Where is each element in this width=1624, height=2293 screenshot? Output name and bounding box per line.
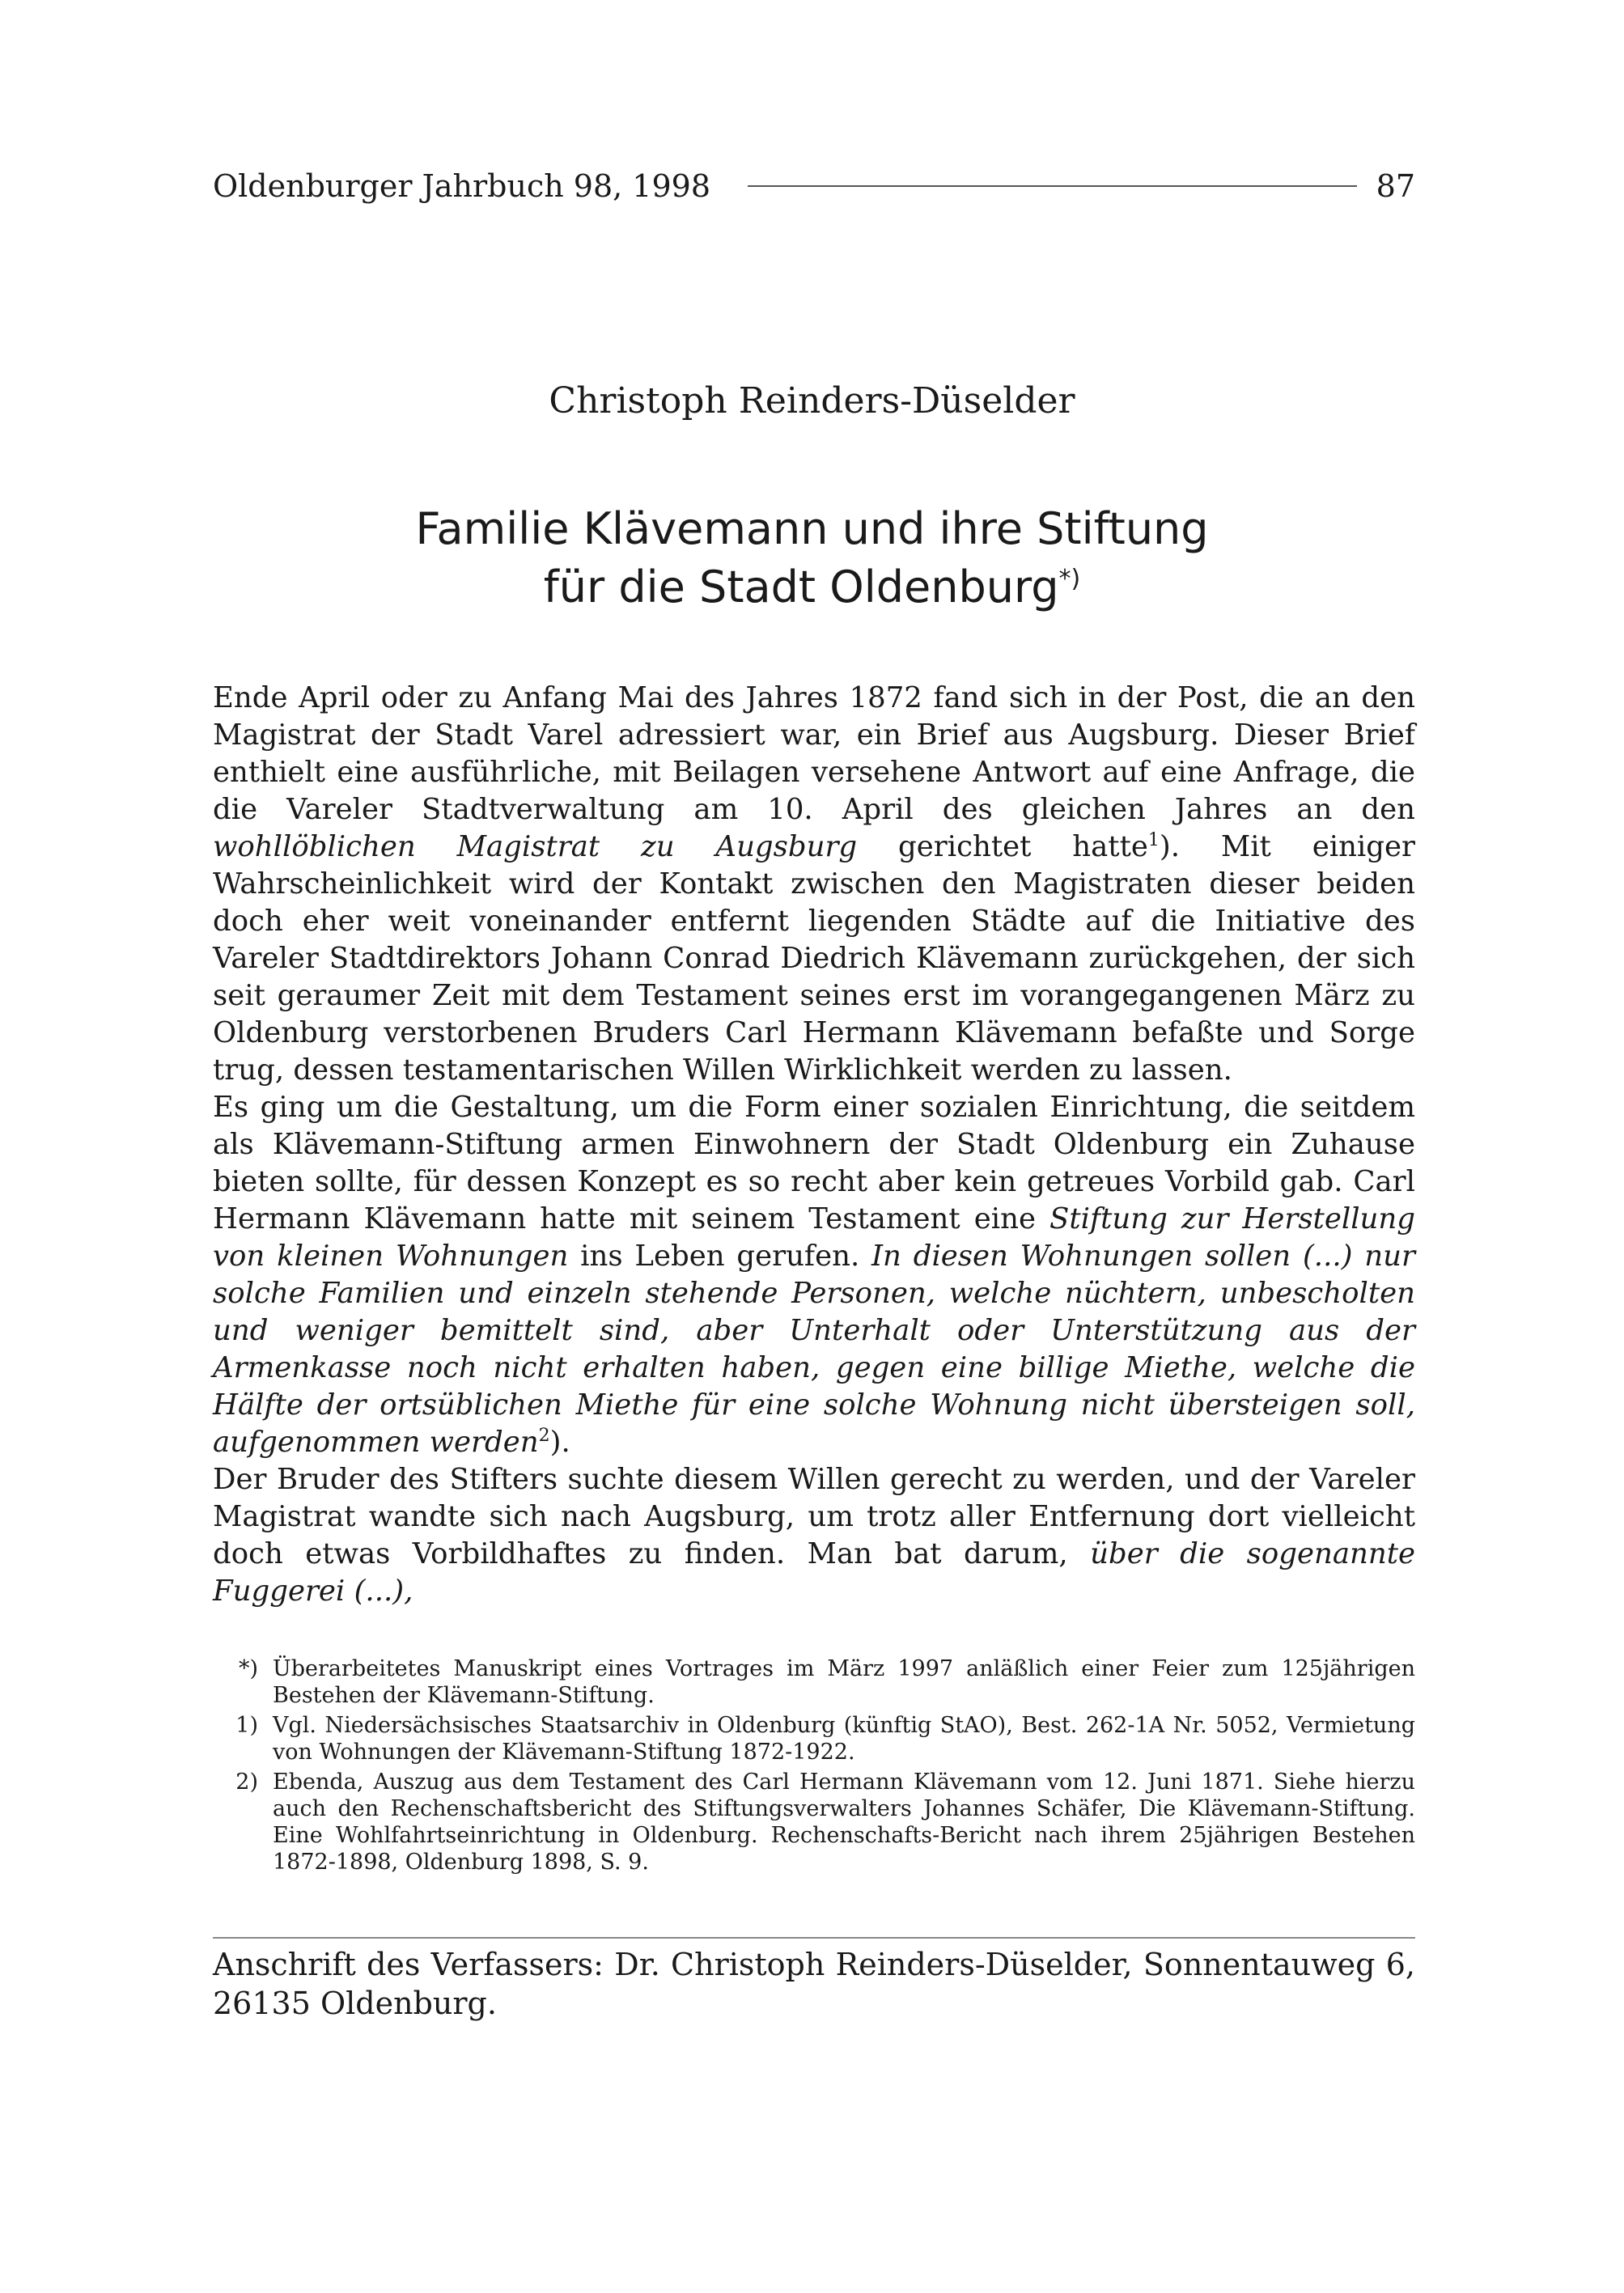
footnote-item xyxy=(213,1769,1415,1876)
p2-text-a: Es ging um die Gestaltung, um die Form einer sozialen Einrichtung, die seitdem als Klävemann-Stiftung armen Einwohnern der Stadt Oldenburg ein Zuhause bieten sollte, für dessen Konzept es so recht aber kein getreues Vorbild gab. Carl Hermann Klävemann hatte mit seinem Testament eine xyxy=(213,1091,1415,1236)
page-number: 87 xyxy=(1376,168,1415,204)
footnote-mark: 2) xyxy=(235,1770,258,1795)
article-body xyxy=(213,680,1415,1610)
footnote-mark: *) xyxy=(238,1656,258,1681)
footnote-text: Überarbeitetes Manuskript eines Vortrages im März 1997 anläßlich einer Feier zum 125jährigen Bestehen der Klävemann-Stiftung. xyxy=(273,1656,1415,1708)
paragraph-1 xyxy=(213,680,1415,1089)
p2-text-c: ). xyxy=(549,1426,570,1459)
p1-text-a: Ende April oder zu Anfang Mai des Jahres 1872 fand sich in der Post, die an den Magistrat der Stadt Varel adressiert war, ein Brief aus Augsburg. Dieser Brief enthielt eine ausführliche, mit Beilagen versehene Antwort auf eine Anfrage, die die Vareler Stadtverwaltung am 10. April des gleichen Jahres an den xyxy=(213,681,1415,826)
p2-text-b: ins Leben gerufen. xyxy=(568,1240,872,1273)
article-title xyxy=(0,500,1624,617)
p2-italic-1: Stiftung zur Herstellung von kleinen Wohnungen xyxy=(213,1202,1415,1273)
p1-italic-1: wohllöblichen Magistrat zu Augsburg xyxy=(213,830,858,863)
p1-text-b: gerichtet hatte xyxy=(857,830,1148,863)
paragraph-2 xyxy=(213,1089,1415,1461)
journal-title: Oldenburger Jahrbuch 98, 1998 xyxy=(213,168,710,204)
title-line-1: Familie Klävemann und ihre Stiftung xyxy=(415,503,1209,554)
title-footnote-mark[interactable]: *) xyxy=(1058,565,1081,593)
running-header xyxy=(213,167,1415,206)
footnote-text: Ebenda, Auszug aus dem Testament des Carl Hermann Klävemann vom 12. Juni 1871. Siehe hierzu auch den Rechenschaftsbericht des Stiftungsverwalters Johannes Schäfer, Die Klävemann-Stiftung. Eine Wohlfahrtseinrichtung in Oldenburg. Rechenschafts-Bericht nach ihrem 25jährigen Bestehen 1872-1898, Oldenburg 1898, S. 9. xyxy=(273,1770,1415,1875)
article-author: Christoph Reinders-Düselder xyxy=(549,380,1075,422)
footnotes xyxy=(213,1655,1415,1879)
footnote-ref-1[interactable]: 1 xyxy=(1147,830,1160,851)
p1-text-c: ). Mit einiger Wahrscheinlichkeit wird der Kontakt zwischen den Magistraten dieser beiden doch eher weit voneinander entfernt liegenden Städte auf die Initiative des Vareler Stadtdirektors Johann Conrad Diedrich Klävemann zurückgehen, der sich seit geraumer Zeit mit dem Testament seines erst im vorangegangenen März zu Oldenburg verstorbenen Bruders Carl Hermann Klävemann befaßte und Sorge trug, dessen testamentarischen Willen Wirklichkeit werden zu lassen. xyxy=(213,830,1415,1087)
title-line-2 xyxy=(0,558,1624,617)
footnote-text: Vgl. Niedersächsisches Staatsarchiv in Oldenburg (künftig StAO), Best. 262-1A Nr. 5052, Vermietung von Wohnungen der Klävemann-Stiftung 1872-1922. xyxy=(273,1713,1415,1765)
title-line-2-text: für die Stadt Oldenburg xyxy=(543,562,1059,612)
footnote-item xyxy=(213,1712,1415,1765)
address-divider xyxy=(213,1937,1415,1939)
paragraph-3 xyxy=(213,1461,1415,1610)
p3-italic-1: über die sogenannte Fuggerei (...), xyxy=(213,1537,1415,1608)
footnote-mark: 1) xyxy=(235,1713,258,1738)
footnote-ref-2[interactable]: 2 xyxy=(538,1426,550,1447)
author-address: Anschrift des Verfassers: Dr. Christoph Reinders-Düselder, Sonnentauweg 6, 26135 Oldenburg. xyxy=(213,1947,1415,2021)
p2-italic-2: In diesen Wohnungen sollen (...) nur solche Familien und einzeln stehende Personen, welche nüchtern, unbescholten und weniger bemittelt sind, aber Unterhalt oder Unterstützung aus der Armenkasse noch nicht erhalten haben, gegen eine billige Miethe, welche die Hälfte der ortsüblichen Miethe für eine solche Wohnung nicht übersteigen soll, aufgenommen werden xyxy=(213,1240,1415,1459)
header-rule xyxy=(748,185,1357,187)
p3-text-a: Der Bruder des Stifters suchte diesem Willen gerecht zu werden, und der Vareler Magistrat wandte sich nach Augsburg, um trotz aller Entfernung dort vielleicht doch etwas Vorbildhaftes zu finden. Man bat darum, xyxy=(213,1463,1415,1570)
footnote-item xyxy=(213,1655,1415,1709)
